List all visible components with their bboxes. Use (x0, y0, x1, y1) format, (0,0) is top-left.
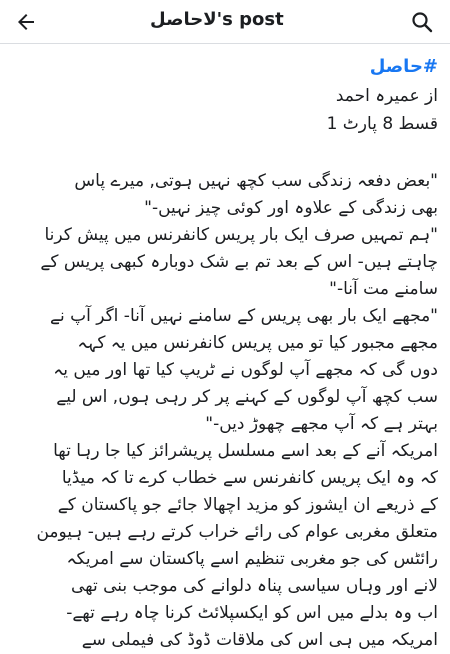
post-text-line: رائٹس کی جو مغربی تنظیم اسے پاکستان سے امریکہ (66, 549, 438, 569)
search-button[interactable] (400, 0, 444, 44)
post-text-line: سب کچھ آپ لوگوں کے کہنے پر کر رہی ہوں, اس لیے (56, 387, 438, 407)
post-text-line: سامنے مت آنا-" (329, 279, 438, 299)
post-text-line: امریکہ میں ہی اس کی ملاقات ڈوڈ کی فیملی سے (81, 630, 438, 650)
post-text-line: مجھے مجبور کیا تو میں پریس کانفرنس میں یہ کہہ (77, 333, 438, 353)
episode-line: قسط 8 پارٹ 1 (326, 114, 438, 134)
post-body (0, 44, 450, 650)
page-title: لاحاصل's post (150, 9, 284, 30)
search-icon (410, 10, 434, 34)
paragraph-spacer (12, 138, 438, 168)
back-button[interactable] (4, 0, 48, 44)
post-text-line: "بعض دفعہ زندگی سب کچھ نہیں ہوتی, میرے پاس (74, 171, 438, 191)
post-text-line: بھی زندگی کے علاوہ اور کوئی چیز نہیں-" (144, 198, 438, 218)
post-text-line: اب وہ بدلے میں اس کو ایکسپلائٹ کرنا چاہ رہے تھے- (66, 603, 438, 623)
post-text-line: متعلق مغربی عوام کی رائے خراب کرتے رہے ہیں- ہیومن (36, 522, 438, 542)
post-text-line: لانے اور وہاں سیاسی پناہ دلوانے کی موجب بنی تھی (70, 576, 438, 596)
post-text-line: دوں گی کہ مجھے آپ لوگوں نے ٹریپ کیا تھا اور میں یہ (53, 360, 438, 380)
post-text-line: چاہتے ہیں- اس کے بعد تم بے شک دوبارہ کبھی پریس کے (40, 252, 438, 272)
arrow-left-icon (14, 10, 38, 34)
post-text-line: "مجھے ایک بار بھی پریس کے سامنے نہیں آنا- اگر آپ نے (49, 306, 438, 326)
app-bar (0, 0, 450, 44)
post-text-line: "ہم تمہیں صرف ایک بار پریس کانفرنس میں پیش کرنا (44, 225, 438, 245)
post-text-line: کے ذریعے ان ایشوز کو مزید اچھالا جائے جو پاکستان کے (57, 495, 438, 515)
hashtag-link[interactable]: #حاصل (369, 56, 438, 77)
post-text-line: کہ وہ ایک پریس کانفرنس سے خطاب کرے تا کہ میڈیا (61, 468, 438, 488)
author-line: از عمیرہ احمد (335, 86, 438, 106)
post-text-line: امریکہ آنے کے بعد اسے مسلسل پریشرائز کیا جا رہا تھا (53, 441, 438, 461)
post-text-line: بہتر ہے کہ آپ مجھے چھوڑ دیں-" (205, 414, 438, 434)
